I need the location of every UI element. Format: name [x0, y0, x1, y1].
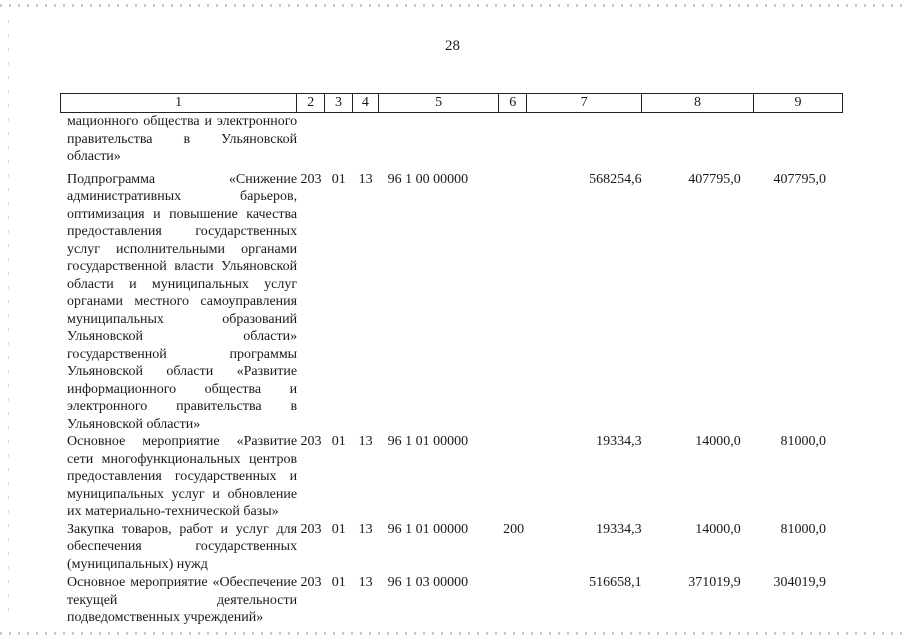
row-target-article: 96 1 00 00000: [387, 171, 469, 187]
row-amount-col7: 568254,6: [589, 171, 642, 187]
row-target-article: 96 1 03 00000: [387, 575, 469, 590]
row-expense-type: [500, 171, 528, 434]
row-admin-code: 203: [300, 171, 322, 187]
header-col-9: 9: [794, 95, 802, 110]
row-section: 01: [331, 434, 346, 449]
table-row: [60, 113, 843, 166]
row-amount-col7: 19334,3: [596, 434, 642, 449]
row-subsection: 13: [358, 434, 373, 449]
table-body: [60, 113, 843, 627]
header-col-5: 5: [379, 94, 500, 112]
scan-edge-left: [8, 20, 9, 620]
page-number: 28: [445, 38, 460, 54]
row-target-article: 96 1 01 00000: [387, 434, 469, 449]
row-amount-col9: 304019,9: [773, 575, 826, 590]
table-row: [60, 433, 843, 521]
row-amount-col7: 19334,3: [596, 521, 642, 537]
row-amount-col7: 516658,1: [589, 575, 642, 590]
row-amount-col8: 14000,0: [695, 434, 741, 449]
row-admin-code: 203: [300, 575, 322, 590]
table-row: [60, 574, 843, 627]
row-subsection: 13: [358, 521, 373, 537]
scan-edge-bottom: [0, 632, 905, 635]
row-subsection: [353, 113, 379, 166]
row-admin-code: [297, 113, 325, 166]
row-amount-col8: [643, 113, 755, 166]
header-col-7: 7: [527, 94, 642, 112]
table-row: [60, 521, 843, 574]
row-amount-col7: [528, 113, 643, 166]
row-description: Основное мероприятие «Развитие сети многофункциональных центров предоставления государственных и муниципальных услуг и обновление их материально-технической базы»: [67, 434, 298, 519]
header-col-6: 6: [499, 94, 527, 112]
row-section: 01: [331, 171, 346, 187]
row-section: 01: [331, 575, 346, 590]
header-col-2: 2: [297, 94, 325, 112]
table-row: [60, 171, 843, 434]
row-expense-type: [500, 113, 528, 166]
row-description: мационного общества и электронного правительства в Ульяновской области»: [67, 114, 298, 164]
row-expense-type: [500, 433, 528, 521]
row-description: Закупка товаров, работ и услуг для обеспечения государственных (муниципальных) нужд: [67, 521, 298, 572]
row-amount-col9: 407795,0: [773, 171, 826, 187]
row-expense-type: [500, 574, 528, 627]
row-target-article: 96 1 01 00000: [387, 521, 469, 537]
header-col-8: 8: [642, 94, 754, 112]
header-col-4: 4: [353, 94, 379, 112]
row-section: 01: [331, 521, 346, 537]
row-amount-col9: [755, 113, 843, 166]
row-target-article: [379, 113, 500, 166]
row-amount-col8: 407795,0: [688, 171, 741, 187]
scan-edge-top: [0, 4, 905, 7]
row-section: [325, 113, 353, 166]
row-amount-col9: 81000,0: [780, 434, 826, 449]
row-admin-code: 203: [300, 434, 322, 449]
row-amount-col8: 371019,9: [688, 575, 741, 590]
row-amount-col9: 81000,0: [780, 521, 826, 537]
row-subsection: 13: [358, 171, 373, 187]
row-subsection: 13: [358, 575, 373, 590]
row-amount-col8: 14000,0: [695, 521, 741, 537]
row-description: Основное мероприятие «Обеспечение текущей деятельности подведомственных учреждений»: [67, 575, 298, 625]
table-header: [60, 93, 843, 113]
row-admin-code: 203: [300, 521, 322, 537]
row-description: Подпрограмма «Снижение административных барьеров, оптимизация и повышение качества предоставления государственных услуг исполнительными органами государственной власти Ульяновской области и муниципальных услуг органами местного самоуправления муниципальных образований Ульяновской области» государственной программы Ульяновской области «Развитие информационного общества и электронного правительства в Ульяновской области»: [67, 171, 298, 432]
header-col-3: 3: [325, 94, 353, 112]
row-expense-type: 200: [503, 521, 525, 537]
header-col-1: 1: [61, 94, 297, 112]
